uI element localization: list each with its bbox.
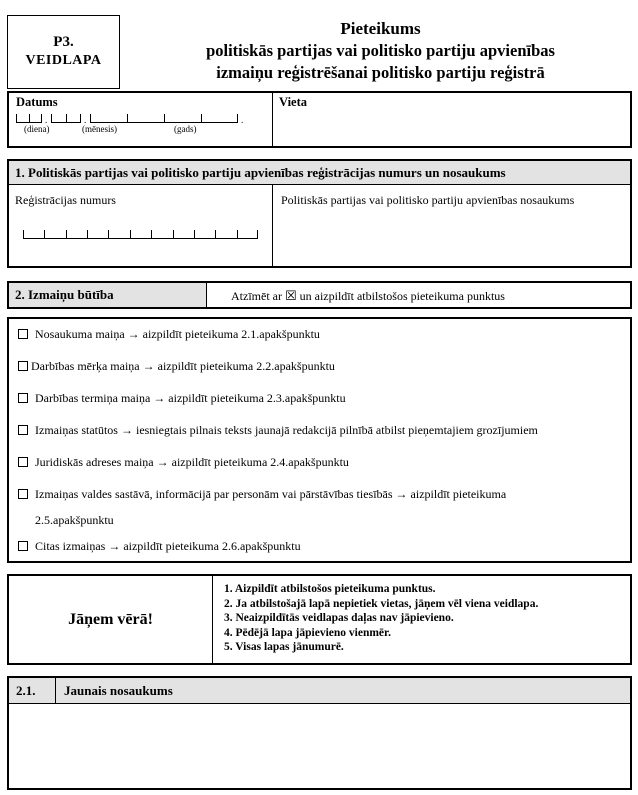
checkbox[interactable] bbox=[18, 489, 28, 499]
section-2-header bbox=[7, 281, 632, 309]
year-caption: (gads) bbox=[174, 124, 197, 134]
section-2-1-heading: Jaunais nosaukums bbox=[64, 683, 173, 698]
notice-item: 3. Neaizpildītās veidlapas daļas nav jāpievieno. bbox=[224, 612, 454, 624]
checkbox[interactable] bbox=[18, 361, 28, 371]
option-name-change[interactable]: Nosaukuma maiņa → aizpildīt pieteikuma 2.1.apakšpunktu bbox=[18, 327, 320, 342]
checked-box-icon: ☒ bbox=[284, 289, 297, 304]
year-field[interactable] bbox=[90, 114, 238, 123]
option-statute-change[interactable]: Izmaiņas statūtos → iesniegtais pilnais teksts jaunajā redakcijā pilnībā atbilst pieņemtajiem grozījumiem bbox=[18, 423, 538, 438]
day-field[interactable] bbox=[16, 114, 42, 123]
option-address-change[interactable]: Juridiskās adreses maiņa → aizpildīt pieteikuma 2.4.apakšpunktu bbox=[18, 455, 349, 470]
checkbox[interactable] bbox=[18, 457, 28, 467]
place-label: Vieta bbox=[279, 95, 307, 109]
title-line-3: izmaiņu reģistrēšanai politisko partiju reģistrā bbox=[216, 63, 545, 82]
notice-box bbox=[7, 574, 632, 665]
section-2-options bbox=[7, 317, 632, 563]
month-field[interactable] bbox=[51, 114, 81, 123]
month-caption: (mēnesis) bbox=[82, 124, 117, 134]
page-title bbox=[128, 18, 633, 84]
checkbox[interactable] bbox=[18, 541, 28, 551]
option-purpose-change[interactable]: Darbības mērķa maiņa → aizpildīt pieteikuma 2.2.apakšpunktu bbox=[18, 359, 335, 374]
notice-list bbox=[224, 582, 538, 655]
reg-number-field[interactable] bbox=[23, 230, 258, 239]
notice-heading: Jāņem vērā! bbox=[68, 610, 153, 628]
form-label: VEIDLAPA bbox=[25, 53, 102, 68]
checkbox[interactable] bbox=[18, 425, 28, 435]
notice-item: 4. Pēdējā lapa jāpievieno vienmēr. bbox=[224, 626, 391, 639]
form-code: P3. bbox=[53, 34, 74, 50]
option-board-change[interactable]: Izmaiņas valdes sastāvā, informācijā par personām vai pārstāvības tiesībās → aizpildīt pieteikuma bbox=[18, 487, 506, 502]
new-name-field[interactable] bbox=[13, 708, 625, 786]
date-place-box: Datums . . . (diena) (mēnesis) (gads) Vieta bbox=[7, 91, 632, 148]
section-2-heading: 2. Izmaiņu būtība bbox=[15, 287, 114, 302]
checkbox[interactable] bbox=[18, 393, 28, 403]
date-label: Datums bbox=[16, 95, 58, 109]
section-2-instruction: Atzīmēt ar ☒ un aizpildīt atbilstošos pieteikuma punktus bbox=[231, 289, 505, 304]
form-code-box bbox=[7, 15, 120, 89]
notice-item: 5. Visas lapas jānumurē. bbox=[224, 641, 344, 653]
title-line-2: politiskās partijas vai politisko partiju apvienības bbox=[206, 41, 555, 60]
option-board-change-continuation: 2.5.apakšpunktu bbox=[35, 513, 114, 527]
notice-item: 1. Aizpildīt atbilstošos pieteikuma punktus. bbox=[224, 583, 436, 595]
notice-item: 2. Ja atbilstošajā lapā nepietiek vietas, jāņem vēl viena veidlapa. bbox=[224, 597, 539, 610]
party-name-field[interactable] bbox=[281, 209, 626, 261]
title-line-1: Pieteikums bbox=[340, 19, 421, 38]
party-name-label: Politiskās partijas vai politisko partiju apvienības nosaukums bbox=[281, 193, 575, 207]
checkbox[interactable] bbox=[18, 329, 28, 339]
place-field[interactable] bbox=[279, 111, 627, 145]
option-term-change[interactable]: Darbības termiņa maiņa → aizpildīt pieteikuma 2.3.apakšpunktu bbox=[18, 391, 346, 406]
option-other-change[interactable]: Citas izmaiņas → aizpildīt pieteikuma 2.6.apakšpunktu bbox=[18, 539, 301, 554]
section-1-heading: 1. Politiskās partijas vai politisko partiju apvienības reģistrācijas numurs un nosaukums bbox=[15, 165, 506, 180]
section-2-1-number: 2.1. bbox=[16, 683, 36, 698]
section-2-1 bbox=[7, 676, 632, 790]
section-1 bbox=[7, 159, 632, 268]
reg-number-label: Reģistrācijas numurs bbox=[15, 193, 116, 207]
day-caption: (diena) bbox=[24, 124, 50, 134]
